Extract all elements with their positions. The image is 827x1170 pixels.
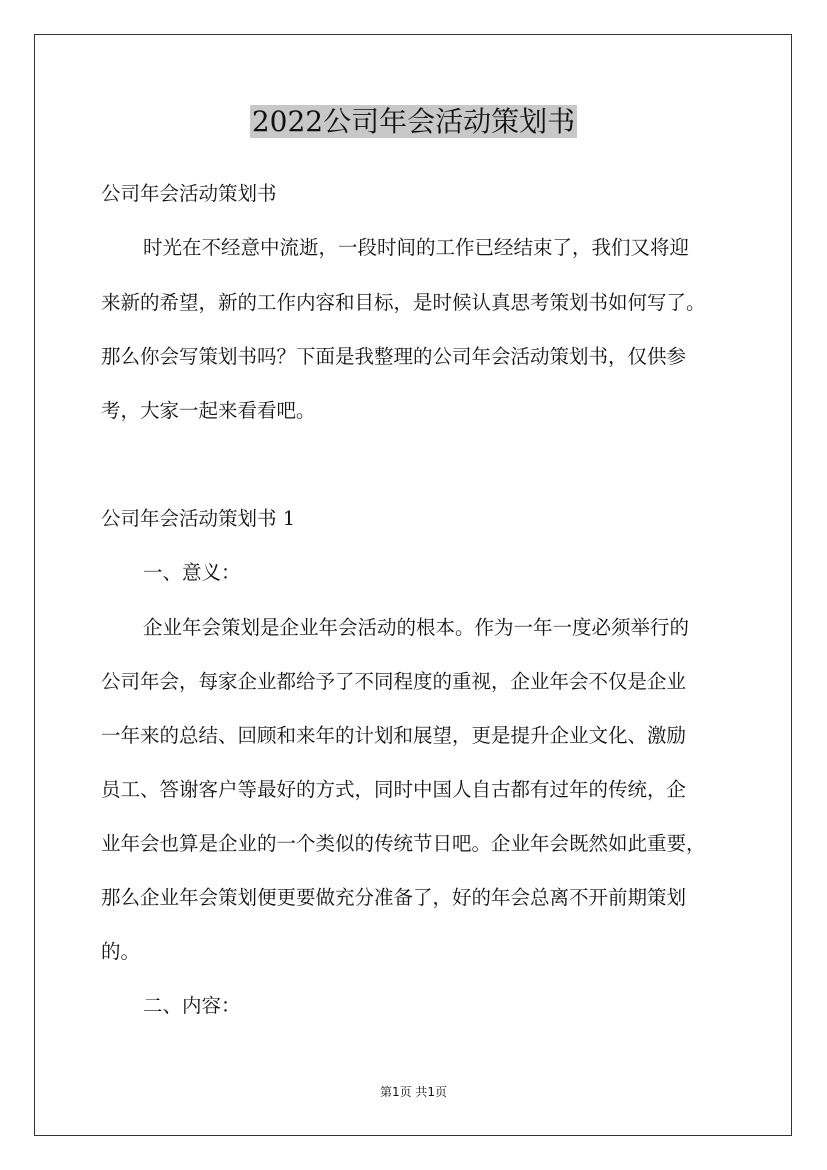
paragraph-line: 业年会也算是企业的一个类似的传统节日吧。企业年会既然如此重要， xyxy=(101,832,706,855)
paragraph-line: 员工、答谢客户等最好的方式，同时中国人自古都有过年的传统，企 xyxy=(101,778,687,801)
paragraph-line: 时光在不经意中流逝，一段时间的工作已经结束了，我们又将迎 xyxy=(143,236,690,259)
document-title-text: 2022公司年会活动策划书 xyxy=(251,105,576,138)
paragraph-line: 来新的希望，新的工作内容和目标，是时候认真思考策划书如何写了。 xyxy=(101,291,706,314)
paragraph-line: 一年来的总结、回顾和来年的计划和展望，更是提升企业文化、激励 xyxy=(101,724,687,747)
paragraph-line: 的。 xyxy=(101,940,141,963)
paragraph-line: 公司年会，每家企业都给予了不同程度的重视，企业年会不仅是企业 xyxy=(101,670,687,693)
paragraph-line: 企业年会策划是企业年会活动的根本。作为一年一度必须举行的 xyxy=(143,616,690,639)
page-footer: 第1页 共1页 xyxy=(379,1085,448,1099)
paragraph-line: 那么你会写策划书吗？下面是我整理的公司年会活动策划书，仅供参 xyxy=(101,345,687,368)
section-heading: 公司年会活动策划书 1 xyxy=(101,507,296,530)
subsection-heading: 一、意义： xyxy=(143,561,241,584)
intro-heading: 公司年会活动策划书 xyxy=(101,182,277,205)
subsection-heading: 二、内容： xyxy=(143,994,241,1017)
document-title xyxy=(0,100,827,144)
paragraph-line: 那么企业年会策划便更要做充分准备了，好的年会总离不开前期策划 xyxy=(101,886,687,909)
paragraph-line: 考，大家一起来看看吧。 xyxy=(101,399,316,422)
